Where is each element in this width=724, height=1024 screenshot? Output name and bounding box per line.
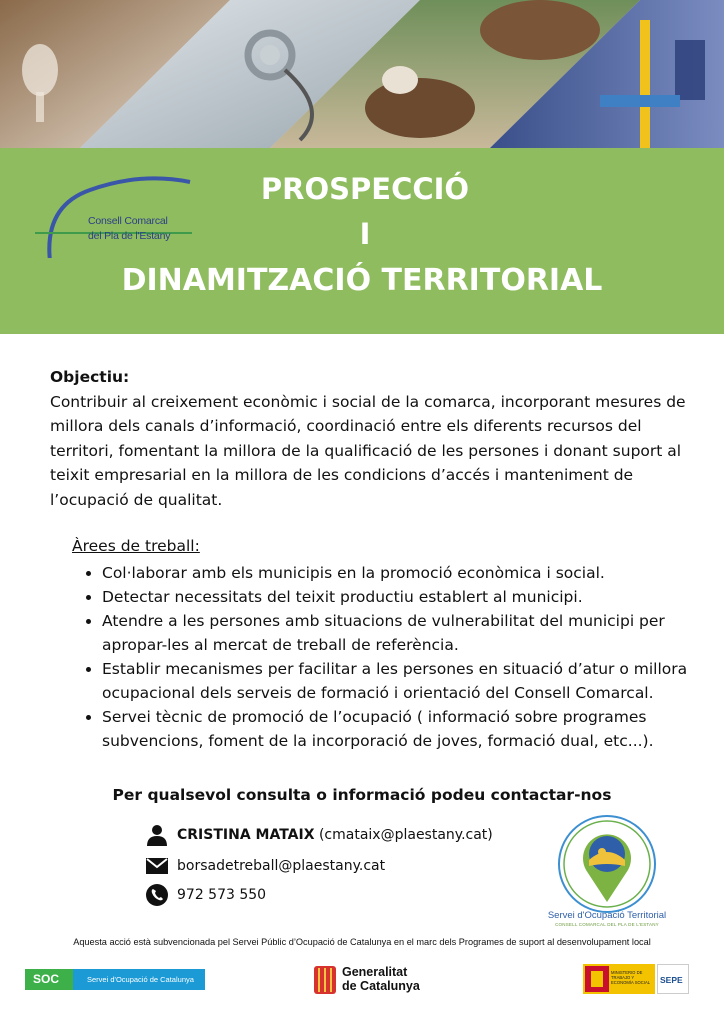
title-line-2: I: [359, 217, 371, 251]
soc-full-name: Servei d'Ocupació de Catalunya: [87, 975, 194, 984]
ministry-name: MINISTERIO DE TRABAJO Y ECONOMÍA SOCIAL: [611, 970, 651, 985]
title-line-3: DINAMITZACIÓ TERRITORIAL: [121, 263, 603, 298]
work-areas-section: [72, 534, 692, 753]
contact-phone-row: [146, 882, 266, 908]
title-line-1: PROSPECCIÓ: [260, 172, 470, 206]
spain-coat-of-arms-icon: [585, 966, 609, 992]
contact-name: CRISTINA MATAIX: [177, 827, 315, 843]
hero-photo-collage: [0, 0, 724, 148]
funding-note: Aquesta acció està subvencionada pel Servei Públic d’Ocupació de Catalunya en el marc dels Programes de suport al desenvolupament local: [73, 937, 651, 947]
generalitat-line-1: Generalitat: [342, 965, 408, 979]
list-item-text: Servei tècnic de promoció de l’ocupació ( informació sobre programes subvencions, foment de la incorporació de joves, formació dual, etc...).: [102, 708, 654, 750]
list-item: • Detectar necessitats del teixit productiu establert al municipi.: [102, 585, 692, 609]
contact-email[interactable]: borsadetreball@plaestany.cat: [177, 858, 386, 874]
contact-heading: Per qualsevol consulta o informació podeu contactar-nos: [112, 786, 612, 804]
contact-person-row: [146, 822, 493, 848]
contact-name-email[interactable]: (cmataix@plaestany.cat): [318, 827, 493, 843]
title-banner: [0, 148, 724, 334]
generalitat-text: [342, 965, 420, 993]
contact-email-row: [146, 853, 385, 879]
service-logo-title: Servei d'Ocupació Territorial: [547, 910, 667, 921]
contact-phone[interactable]: 972 573 550: [177, 887, 267, 903]
work-areas-list: [72, 561, 692, 753]
objective-heading: Objectiu:: [50, 368, 130, 386]
logo-line-2: del Pla de l'Estany: [88, 230, 171, 242]
service-logo-subtitle: CONSELL COMARCAL DEL PLA DE L'ESTANY: [555, 922, 659, 927]
soc-short-name: SOC: [33, 972, 60, 986]
ministry-sepe-logo: [583, 964, 689, 994]
list-item: • Establir mecanismes per facilitar a les persones en situació d’atur o millora ocupacional dels serveis de formació i orientació del Consell Comarcal.: [102, 657, 692, 705]
soc-logo: [25, 969, 205, 990]
objective-section: [50, 365, 690, 512]
generalitat-line-2: de Catalunya: [342, 979, 420, 993]
list-item: [102, 705, 692, 753]
phone-icon: [146, 884, 168, 906]
list-item: • Atendre a les persones amb situacions de vulnerabilitat del municipi per apropar-les al mercat de treball de referència.: [102, 609, 692, 657]
generalitat-logo: [314, 965, 434, 995]
work-areas-heading: Àrees de treball:: [72, 537, 200, 555]
ministry-flag-block: [583, 964, 655, 994]
objective-text: Contribuir al creixement econòmic i social de la comarca, incorporant mesures de millora dels canals d’informació, coordinació entre els diferents recursos del territori, fomentant la millora de la qualificació de les persones i donant suport al teixit empresarial en la millora de les condicions d’accés i manteniment de l’ocupació de qualitat.: [50, 392, 686, 509]
sepe-box: [657, 964, 689, 994]
list-item: • Col·laborar amb els municipis en la promoció econòmica i social.: [102, 561, 692, 585]
logo-line-1: Consell Comarcal: [88, 215, 168, 227]
person-icon: [146, 824, 168, 846]
mail-icon: [146, 855, 168, 877]
sepe-name: SEPE: [660, 975, 683, 985]
generalitat-emblem-icon: [314, 966, 336, 994]
